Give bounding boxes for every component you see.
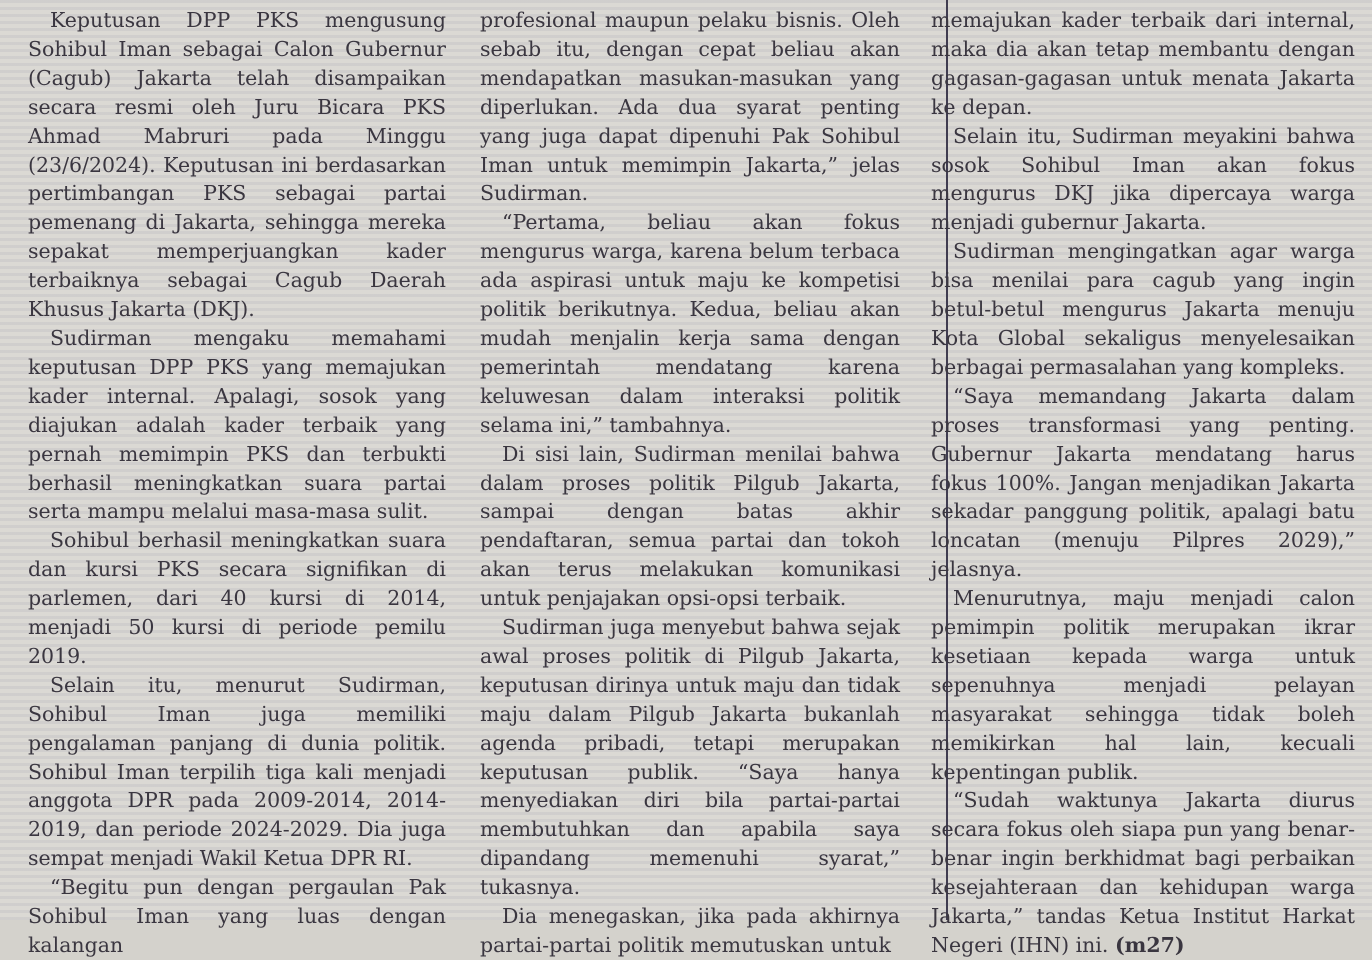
paragraph: Sudirman mengaku memahami keputusan DPP PKS yang memajukan kader internal. Apalagi, sosok yang diajukan adalah kader terbaik yang pernah memimpin PKS dan terbukti berhasil meningkatkan suara partai serta mampu melalui masa-masa sulit. <box>28 325 446 524</box>
paragraph <box>931 786 1355 959</box>
paragraph: Sudirman mengingatkan agar warga bisa menilai para cagub yang ingin betul-betul mengurus Jakarta menuju Kota Global sekaligus menyelesaikan berbagai permasalahan yang kompleks. <box>931 239 1355 379</box>
paragraph: “Pertama, beliau akan fokus mengurus warga, karena belum terbaca ada aspirasi untuk maju ke kompetisi politik berikutnya. Kedua, beliau akan mudah menjalin kerja sama dengan pemerintah mendatang karena keluwesan dalam interaksi politik selama ini,” tambahnya. <box>480 210 900 437</box>
article-column-2 <box>480 6 900 960</box>
paragraph: Sohibul berhasil meningkatkan suara dan kursi PKS secara signifikan di parlemen, dari 40 kursi di 2014, menjadi 50 kursi di periode pemilu 2019. <box>28 528 446 668</box>
article-column-3 <box>931 6 1355 960</box>
article-column-1 <box>28 6 446 960</box>
paragraph: Sudirman juga menyebut bahwa sejak awal proses politik di Pilgub Jakarta, keputusan dirinya untuk maju dan tidak maju dalam Pilgub Jakarta bukanlah agenda pribadi, tetapi merupakan keputusan publik. “Saya hanya menyediakan diri bila partai-partai membutuhkan dan apabila saya dipandang memenuhi syarat,” tukasnya. <box>480 615 900 900</box>
paragraph: Menurutnya, maju menjadi calon pemimpin politik merupakan ikrar kesetiaan kepada warga untuk sepenuhnya menjadi pelayan masyarakat sehingga tidak boleh memikirkan hal lain, kecuali kepentingan publik. <box>931 586 1355 784</box>
paragraph: Selain itu, menurut Sudirman, Sohibul Iman juga memiliki pengalaman panjang di dunia politik. Sohibul Iman terpilih tiga kali menjadi anggota DPR pada 2009-2014, 2014-2019, dan periode 2024-2029. Dia juga sempat menjadi Wakil Ketua DPR RI. <box>28 672 446 871</box>
paragraph-text: “Sudah waktunya Jakarta diurus secara fokus oleh siapa pun yang benar-benar ingin berkhidmat bagi perbaikan kesejahteraan dan kehidupan warga Jakarta,” tandas Ketua Institut Harkat Negeri (IHN) ini. <box>931 788 1355 957</box>
paragraph: memajukan kader terbaik dari internal, maka dia akan tetap membantu dengan gagasan-gagasan untuk menata Jakarta ke depan. <box>931 8 1355 119</box>
paragraph: Selain itu, Sudirman meyakini bahwa sosok Sohibul Iman akan fokus mengurus DKJ jika dipercaya warga menjadi gubernur Jakarta. <box>931 123 1355 235</box>
paragraph: “Begitu pun dengan pergaulan Pak Sohibul Iman yang luas dengan kalangan <box>28 875 446 957</box>
paragraph: “Saya memandang Jakarta dalam proses transformasi yang penting. Gubernur Jakarta mendatang harus fokus 100%. Jangan menjadikan Jakarta sekadar panggung politik, apalagi batu loncatan (menuju Pilpres 2029),” jelasnya. <box>931 383 1355 582</box>
paragraph: profesional maupun pelaku bisnis. Oleh sebab itu, dengan cepat beliau akan mendapatkan masukan-masukan yang diperlukan. Ada dua syarat penting yang juga dapat dipenuhi Pak Sohibul Iman untuk memimpin Jakarta,” jelas Sudirman. <box>480 8 900 206</box>
author-byline: (m27) <box>1114 933 1185 957</box>
paragraph: Dia menegaskan, jika pada akhirnya partai-partai politik memutuskan untuk <box>480 904 900 957</box>
paragraph: Keputusan DPP PKS mengusung Sohibul Iman sebagai Calon Gubernur (Cagub) Jakarta telah disampaikan secara resmi oleh Juru Bicara PKS Ahmad Mabruri pada Minggu (23/6/2024). Keputusan ini berdasarkan pertimbangan PKS sebagai partai pemenang di Jakarta, sehingga mereka sepakat memperjuangkan kader terbaiknya sebagai Cagub Daerah Khusus Jakarta (DKJ). <box>28 8 446 322</box>
paragraph: Di sisi lain, Sudirman menilai bahwa dalam proses politik Pilgub Jakarta, sampai dengan batas akhir pendaftaran, semua partai dan tokoh akan terus melakukan komunikasi untuk penjajakan opsi-opsi terbaik. <box>480 441 900 611</box>
